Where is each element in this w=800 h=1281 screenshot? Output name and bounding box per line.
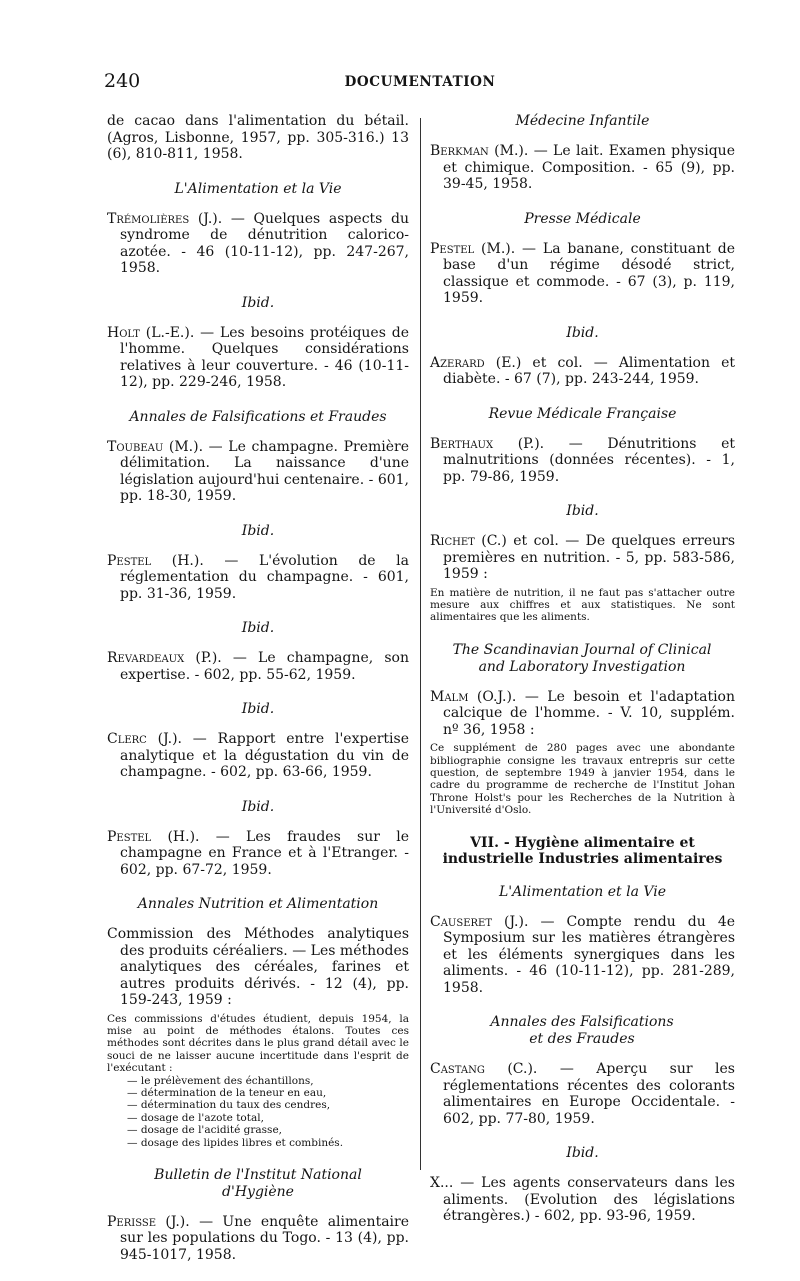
journal-heading: L'Alimentation et la Vie (174, 180, 342, 197)
journal-heading: Annales des Falsifications et des Fraudes (490, 1014, 674, 1048)
entry-text: — Le champagne. Première délimitation. La naissance d'une législation aujourd'hui centenaire. - 601, pp. 18-30, 1959. (120, 438, 409, 504)
bibliography-entry (430, 689, 735, 739)
bibliography-entry (430, 1175, 735, 1225)
annotation-list-item: — dosage de l'acidité grasse, (127, 1124, 282, 1137)
entry-text: et col. — De quelques erreurs premières en nutrition. - 5, pp. 583-586, 1959 : (443, 533, 736, 582)
annotation-list-item: — détermination du taux des cendres, (127, 1099, 331, 1112)
entry-annotation: Ce supplément de 280 pages avec une abondante bibliographie consigne les travaux entrepris sur cette question, de septembre 1949 à janvier 1954, dans le cadre du programme de recherche de l'Institut Johan Throne Holst's pour les Recherches de la Nutrition à l'Université d'Oslo. (430, 742, 735, 817)
entry-author: Causeret (J.). (430, 913, 529, 930)
entry-author: Perisse (J.). (107, 1213, 190, 1230)
bibliography-entry (430, 533, 735, 583)
entry-text: — Aperçu sur les réglementations récentes des colorants alimentaires en Europe Occidentale. - 602, pp. 77-80, 1959. (443, 1061, 735, 1127)
entry-author: Trémolières (J.). (107, 210, 223, 227)
entry-text: — Le lait. Examen physique et chimique. Composition. - 65 (9), pp. 39-45, 1958. (443, 143, 735, 192)
entry-text: — Le champagne, son expertise. - 602, pp. 55-62, 1959. (120, 650, 410, 683)
journal-heading: Annales de Falsifications et Fraudes (129, 408, 387, 425)
journal-heading: Médecine Infantile (515, 113, 650, 129)
bibliography-entry (107, 553, 409, 603)
annotation-list-item: — dosage de l'azote total, (127, 1111, 264, 1124)
entry-text: — Une enquête alimentaire sur les populations du Togo. - 13 (4), pp. 945-1017, 1958. (120, 1213, 410, 1263)
bibliography-entry (107, 650, 409, 683)
entry-annotation (107, 1013, 409, 1149)
entry-text: — Les fraudes sur le champagne en France et à l'Etranger. - 602, pp. 67-72, 1959. (120, 828, 409, 878)
journal-heading: The Scandinavian Journal of Clinical and Laboratory Investigation (452, 641, 712, 675)
bibliography-entry (107, 211, 409, 277)
bibliography-entry: Commission des Méthodes analytiques des produits céréaliers. — Les méthodes analytiques des céréales, farines et autres produits dérivés. - 12 (4), pp. 159-243, 1959 : (107, 926, 409, 1008)
journal-heading: Ibid. (566, 1145, 599, 1162)
journal-heading: Ibid. (241, 798, 275, 815)
journal-heading: L'Alimentation et la Vie (498, 883, 667, 900)
annotation-text: Ces commissions d'études étudient, depuis 1954, la mise au point de méthodes étalons. Toutes ces méthodes sont décrites dans le plus grand détail avec le souci de ne laisser aucune incertitude dans l'esprit de l'exécutant : (107, 1012, 409, 1075)
entry-author: Berkman (M.). (430, 143, 529, 159)
journal-heading: Ibid. (241, 701, 275, 717)
bibliography-entry (107, 829, 409, 879)
running-title: DOCUMENTATION (344, 74, 496, 90)
left-column (107, 113, 409, 1281)
entry-annotation: En matière de nutrition, il ne faut pas s'attacher outre mesure aux chiffres et aux statistiques. Ne sont alimentaires que les aliments. (430, 586, 735, 624)
journal-heading: Ibid. (241, 620, 275, 636)
journal-heading: Ibid. (241, 294, 275, 311)
bibliography-entry (430, 436, 735, 486)
entry-text: — La banane, constituant de base d'un régime désodé strict, classique et commode. - 67 (3), p. 119, 1959. (443, 240, 735, 306)
entry-author: Azerard (E.) (430, 354, 522, 371)
entry-author: Richet (C.) (430, 533, 507, 549)
page-header (104, 70, 736, 96)
entry-text: — L'évolution de la réglementation du champagne. - 601, pp. 31-36, 1959. (120, 552, 409, 602)
bibliography-entry (430, 241, 735, 307)
entry-author: Revardeaux (P.). (107, 650, 222, 666)
column-divider (420, 118, 421, 1170)
entry-text: — Les agents conservateurs dans les aliments. (Evolution des législations étrangères.) - 602, pp. 93-96, 1959. (443, 1175, 735, 1225)
bibliography-entry (107, 325, 409, 391)
journal-heading: Annales Nutrition et Alimentation (137, 896, 379, 912)
entry-author: Berthaux (P.). (430, 435, 545, 452)
annotation-list-item: — le prélèvement des échantillons, (127, 1074, 314, 1087)
entry-author: Holt (L.-E.). (107, 324, 195, 341)
annotation-list-item: — détermination de la teneur en eau, (127, 1086, 327, 1099)
bibliography-entry (107, 731, 409, 781)
entry-text: et col. — Alimentation et diabète. - 67 (7), pp. 243-244, 1959. (443, 354, 735, 387)
entry-author: Pestel (M.). (430, 240, 516, 257)
entry-text: — Les besoins protéiques de l'homme. Quelques considérations relatives à leur couverture. - 46 (10-11-12), pp. 229-246, 1958. (120, 324, 409, 390)
bibliography-entry (430, 1061, 735, 1127)
bibliography-entry (430, 143, 735, 193)
entry-text: — Le besoin et l'adaptation calcique de l'homme. - V. 10, supplém. nº 36, 1958 : (443, 688, 735, 738)
entry-author: X... (430, 1175, 454, 1192)
journal-heading: Presse Médicale (524, 210, 641, 227)
journal-heading: Ibid. (566, 503, 599, 519)
journal-heading: Revue Médicale Française (488, 405, 677, 422)
bibliography-entry (430, 914, 735, 997)
journal-heading: Bulletin de l'Institut National d'Hygiène (154, 1166, 362, 1200)
continued-entry: de cacao dans l'alimentation du bétail. (Agros, Lisbonne, 1957, pp. 305-316.) 13 (6), 810-811, 1958. (107, 113, 409, 162)
bibliography-entry (107, 1214, 409, 1264)
entry-author: Malm (O.J.). (430, 688, 517, 705)
entry-text: — Quelques aspects du syndrome de dénutrition calorico-azotée. - 46 (10-11-12), pp. 247-267, 1958. (120, 210, 409, 276)
section-heading: VII. - Hygiène alimentaire et industrielle Industries alimentaires (442, 834, 723, 868)
entry-text: — Compte rendu du 4e Symposium sur les matières étrangères et les éléments synergiques dans les aliments. - 46 (10-11-12), pp. 281-289, 1958. (443, 913, 736, 996)
entry-author: Pestel (H.). (107, 552, 204, 569)
bibliography-entry (107, 439, 409, 505)
page-number: 240 (104, 70, 141, 92)
entry-author: Castang (C.). (430, 1061, 538, 1078)
journal-heading: Ibid. (566, 324, 599, 341)
entry-text: — Rapport entre l'expertise analytique et la dégustation du vin de champagne. - 602, pp. 63-66, 1959. (120, 731, 409, 780)
entry-text: — Dénutritions et malnutritions (données récentes). - 1, pp. 79-86, 1959. (443, 435, 735, 485)
right-column (430, 113, 735, 1243)
annotation-list-item: — dosage des lipides libres et combinés. (127, 1136, 344, 1149)
entry-author: Clerc (J.). (107, 731, 182, 747)
entry-author: Pestel (H.). (107, 828, 200, 845)
entry-author: Toubeau (M.). (107, 438, 204, 455)
journal-heading: Ibid. (241, 522, 275, 539)
bibliography-entry (430, 355, 735, 388)
